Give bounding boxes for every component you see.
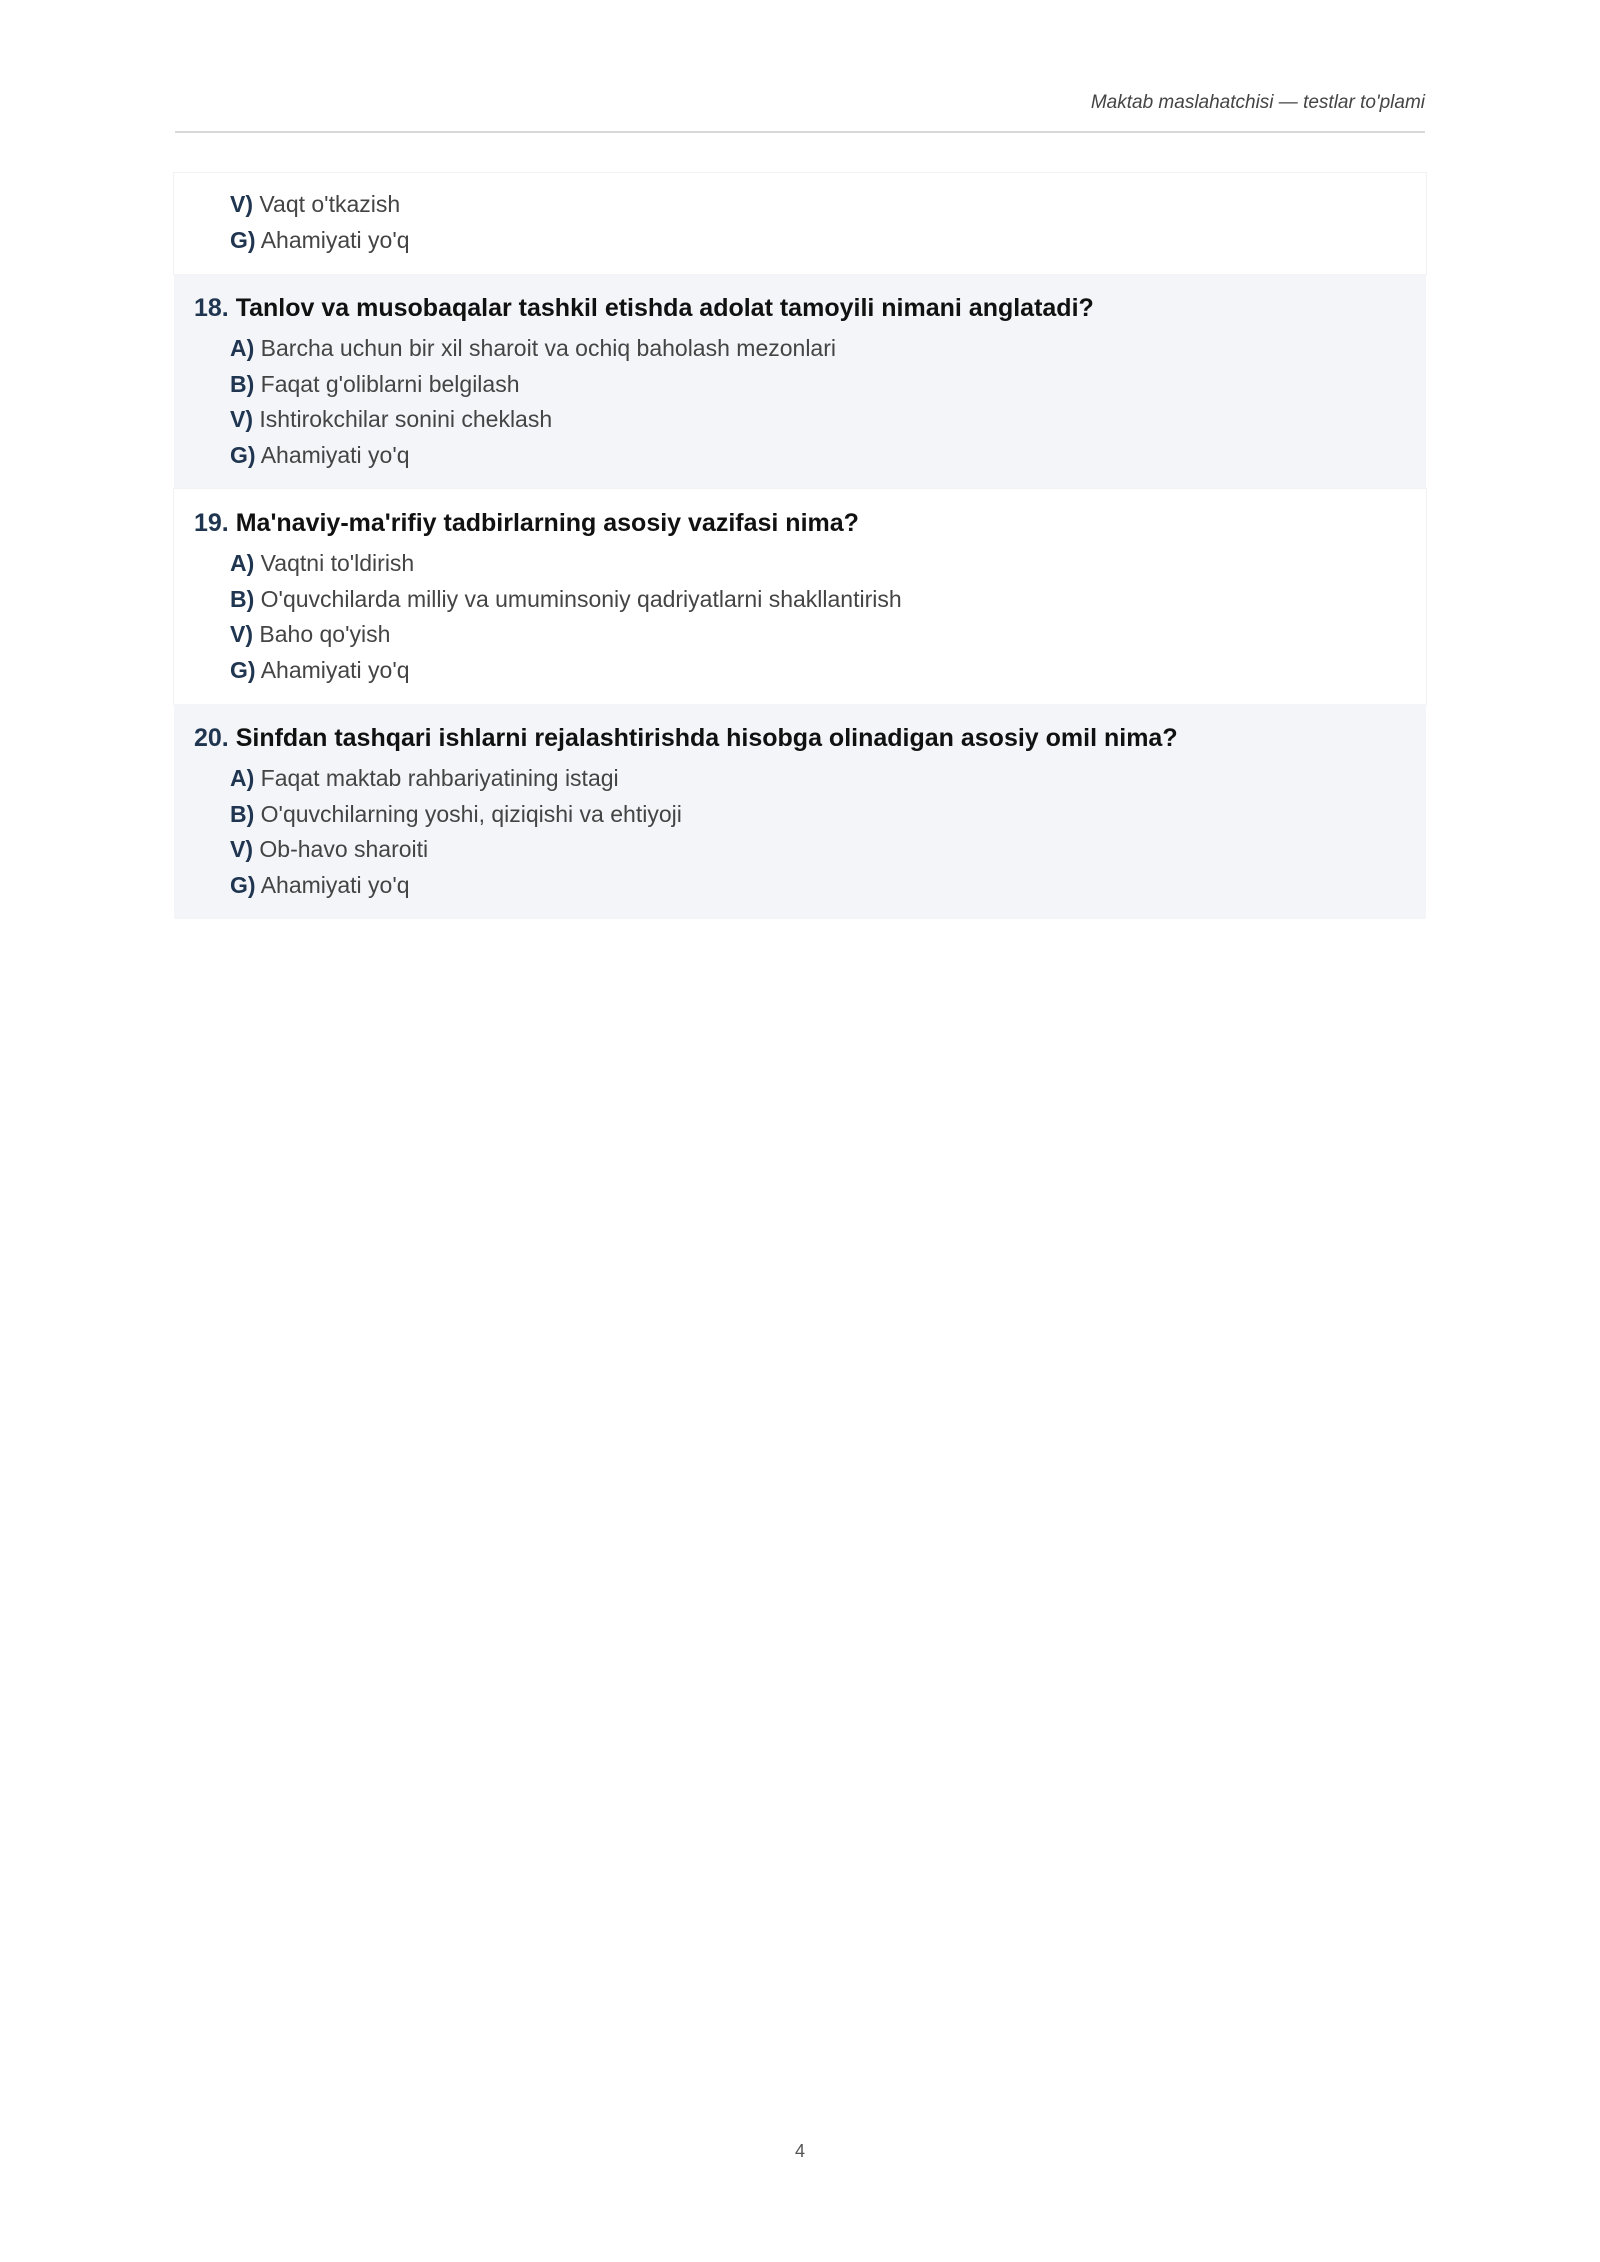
option-text: Ahamiyati yo'q — [260, 226, 410, 253]
answer-option — [194, 546, 1406, 582]
header-divider — [175, 131, 1425, 133]
question-list — [174, 173, 1426, 919]
answer-option — [194, 331, 1406, 367]
question-number: 18. — [194, 294, 229, 322]
answer-option — [194, 797, 1406, 833]
answer-option — [194, 832, 1406, 868]
answer-option — [194, 223, 1406, 259]
option-text: Faqat g'oliblarni belgilash — [260, 370, 520, 397]
page-number: 4 — [794, 2141, 805, 2161]
question-block-19 — [174, 489, 1426, 704]
answer-option — [194, 761, 1406, 797]
question-block-20 — [174, 704, 1426, 919]
answer-option — [194, 582, 1406, 618]
option-letter: V) — [230, 406, 253, 432]
option-letter: G) — [230, 656, 256, 683]
running-header: Maktab maslahatchisi — testlar to'plami — [1090, 92, 1425, 113]
option-text: Faqat maktab rahbariyatining istagi — [260, 765, 619, 791]
option-letter: V) — [230, 836, 253, 862]
question-number: 19. — [194, 509, 229, 537]
option-text: Ob-havo sharoiti — [259, 836, 429, 862]
option-letter: A) — [230, 765, 255, 791]
answer-option — [194, 653, 1406, 689]
answer-option — [194, 367, 1406, 403]
answer-option — [194, 438, 1406, 474]
answer-option — [194, 868, 1406, 904]
option-letter: A) — [230, 550, 255, 576]
option-text: Ahamiyati yo'q — [260, 871, 410, 898]
question-number: 20. — [194, 724, 229, 752]
option-letter: B) — [230, 585, 255, 612]
answer-option — [194, 187, 1406, 223]
option-text: Ishtirokchilar sonini cheklash — [259, 406, 553, 432]
option-letter: G) — [230, 226, 256, 253]
question-text — [194, 719, 1406, 757]
option-text: Ahamiyati yo'q — [260, 656, 410, 683]
question-block-17-continued — [174, 173, 1426, 274]
question-body: Ma'naviy-ma'rifiy tadbirlarning asosiy vazifasi nima? — [235, 509, 859, 537]
option-text: Vaqt o'tkazish — [259, 191, 401, 217]
option-text: Vaqtni to'ldirish — [260, 550, 415, 576]
option-text: O'quvchilarning yoshi, qiziqishi va ehtiyoji — [260, 800, 682, 827]
option-letter: G) — [230, 871, 256, 898]
option-letter: B) — [230, 370, 255, 397]
option-letter: V) — [230, 621, 253, 647]
answer-option — [194, 617, 1406, 653]
question-text — [194, 504, 1406, 542]
question-block-18 — [174, 274, 1426, 489]
option-letter: B) — [230, 800, 255, 827]
option-letter: V) — [230, 191, 253, 217]
question-body: Sinfdan tashqari ishlarni rejalashtirishda hisobga olinadigan asosiy omil nima? — [235, 724, 1178, 752]
question-body: Tanlov va musobaqalar tashkil etishda adolat tamoyili nimani anglatadi? — [235, 294, 1094, 322]
option-text: Barcha uchun bir xil sharoit va ochiq baholash mezonlari — [260, 335, 836, 361]
option-text: O'quvchilarda milliy va umuminsoniy qadriyatlarni shakllantirish — [260, 585, 902, 612]
option-text: Baho qo'yish — [259, 621, 391, 647]
question-text — [194, 289, 1406, 327]
option-text: Ahamiyati yo'q — [260, 441, 410, 468]
option-letter: A) — [230, 335, 255, 361]
option-letter: G) — [230, 441, 256, 468]
answer-option — [194, 402, 1406, 438]
